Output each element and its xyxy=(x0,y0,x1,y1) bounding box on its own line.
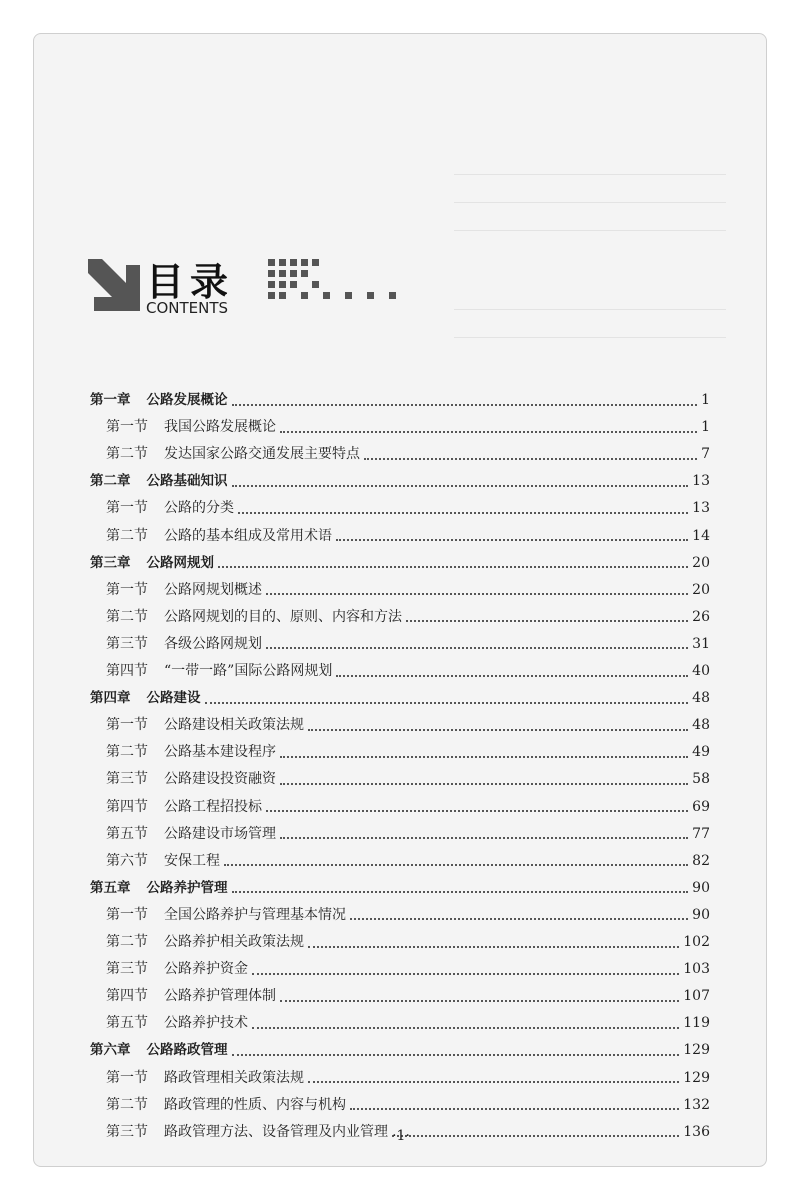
dot-leader xyxy=(308,1080,679,1083)
dot-leader xyxy=(266,809,688,812)
section-title: 路政管理的性质、内容与机构 xyxy=(164,1096,346,1113)
chapter-number: 第二章 xyxy=(90,473,131,490)
dot-leader xyxy=(224,863,688,866)
page-ref: 77 xyxy=(692,825,710,842)
toc-section-entry xyxy=(106,712,710,738)
page-ref: 129 xyxy=(683,1042,710,1059)
page-ref: 20 xyxy=(692,581,710,598)
section-number: 第二节 xyxy=(106,527,148,544)
toc-section-entry xyxy=(106,631,710,657)
section-number: 第二节 xyxy=(106,934,148,950)
section-number: 第一节 xyxy=(106,581,148,598)
page-ref: 90 xyxy=(692,879,710,896)
bleed-through-line xyxy=(454,230,726,231)
section-title: 公路的分类 xyxy=(164,500,234,517)
section-title: 安保工程 xyxy=(164,852,220,869)
page-ref: 49 xyxy=(692,744,710,761)
dot-leader xyxy=(232,1053,680,1056)
dot-leader xyxy=(238,511,688,514)
toc-section-entry xyxy=(106,956,710,982)
toc-subtitle: CONTENTS xyxy=(146,299,229,317)
toc-section-entry xyxy=(106,1010,710,1036)
toc-section-entry xyxy=(106,1065,710,1091)
section-title: 公路的基本组成及常用术语 xyxy=(164,527,332,544)
bleed-through-line xyxy=(454,174,726,175)
toc-section-entry xyxy=(106,902,710,928)
dot-leader xyxy=(280,782,688,785)
section-number: 第四节 xyxy=(106,798,148,815)
page-ref: 13 xyxy=(692,500,710,517)
section-title: 公路建设相关政策法规 xyxy=(164,717,304,734)
page-number: ·1· xyxy=(392,1128,410,1144)
section-number: 第二节 xyxy=(106,744,148,761)
dot-leader xyxy=(205,701,689,704)
page-ref: 48 xyxy=(692,690,710,707)
toc-section-entry xyxy=(106,766,710,792)
page-ref: 69 xyxy=(692,798,710,815)
page-ref: 107 xyxy=(683,988,710,1005)
section-title: 公路基本建设程序 xyxy=(164,744,276,761)
page-ref: 136 xyxy=(683,1123,710,1140)
section-number: 第五节 xyxy=(106,1015,148,1032)
section-title: 发达国家公路交通发展主要特点 xyxy=(164,446,360,463)
page-ref: 14 xyxy=(692,527,710,544)
section-title: 我国公路发展概论 xyxy=(164,419,276,436)
section-title: 路政管理相关政策法规 xyxy=(164,1069,304,1086)
page-ref: 58 xyxy=(692,771,710,788)
section-title: 公路建设市场管理 xyxy=(164,825,276,842)
page-ref: 26 xyxy=(692,608,710,625)
toc-section-entry xyxy=(106,848,710,874)
dot-leader xyxy=(252,1026,679,1029)
page-ref: 129 xyxy=(683,1069,710,1086)
toc-section-entry xyxy=(106,794,710,820)
chapter-title: 公路基础知识 xyxy=(146,473,228,490)
toc-section-entry xyxy=(106,441,710,467)
dot-leader xyxy=(252,972,679,975)
page-ref: 31 xyxy=(692,635,710,652)
chapter-number: 第四章 xyxy=(90,690,131,707)
dot-leader xyxy=(336,538,688,541)
bleed-through-line xyxy=(454,202,726,203)
page-ref: 20 xyxy=(692,554,710,571)
section-number: 第三节 xyxy=(106,771,148,788)
dot-leader xyxy=(364,457,697,460)
section-number: 第四节 xyxy=(106,663,148,679)
page-ref: 1 xyxy=(701,392,710,408)
page-ref: 1 xyxy=(701,419,710,436)
toc-chapter-entry xyxy=(90,685,710,711)
page-ref: 7 xyxy=(701,446,710,463)
chapter-number: 第一章 xyxy=(90,392,131,408)
toc-section-entry xyxy=(106,1092,710,1118)
chapter-title: 公路路政管理 xyxy=(146,1042,228,1059)
section-number: 第一节 xyxy=(106,1069,148,1086)
section-number: 第一节 xyxy=(106,906,148,923)
dot-leader xyxy=(266,646,688,649)
section-number: 第三节 xyxy=(106,961,148,978)
section-number: 第三节 xyxy=(106,635,148,652)
dot-leader xyxy=(280,755,688,758)
section-title: 公路网规划的目的、原则、内容和方法 xyxy=(164,608,402,625)
toc-chapter-entry xyxy=(90,1037,710,1063)
page-ref: 119 xyxy=(683,1015,710,1032)
section-number: 第一节 xyxy=(106,419,148,436)
section-number: 第四节 xyxy=(106,988,148,1005)
dot-leader xyxy=(350,1107,679,1110)
section-title: “一带一路”国际公路网规划 xyxy=(164,663,333,679)
section-number: 第六节 xyxy=(106,852,148,869)
page-ref: 103 xyxy=(683,961,710,978)
chapter-title: 公路养护管理 xyxy=(146,879,228,896)
dot-leader xyxy=(266,592,688,595)
toc-section-entry xyxy=(106,604,710,630)
section-title: 公路建设投资融资 xyxy=(164,771,276,788)
section-title: 全国公路养护与管理基本情况 xyxy=(164,906,346,923)
toc-section-entry xyxy=(106,658,710,684)
chapter-number: 第六章 xyxy=(90,1042,131,1059)
chapter-title: 公路网规划 xyxy=(146,554,214,571)
book-page xyxy=(33,33,767,1167)
section-title: 公路养护管理体制 xyxy=(164,988,276,1005)
chapter-title: 公路建设 xyxy=(146,690,201,707)
bleed-through-line xyxy=(454,337,726,338)
dot-leader xyxy=(350,917,688,920)
dot-leader xyxy=(232,484,689,487)
section-title: 公路养护资金 xyxy=(164,961,248,978)
section-number: 第三节 xyxy=(106,1123,148,1140)
page-ref: 48 xyxy=(692,717,710,734)
page-ref: 40 xyxy=(692,663,710,679)
toc-chapter-entry xyxy=(90,468,710,494)
dot-leader xyxy=(218,565,688,568)
page-ref: 132 xyxy=(683,1096,710,1113)
dot-leader xyxy=(336,674,688,677)
chapter-title: 公路发展概论 xyxy=(146,392,228,408)
page-ref: 102 xyxy=(683,934,710,950)
toc-chapter-entry xyxy=(90,875,710,901)
page-ref: 13 xyxy=(692,473,710,490)
arrow-icon xyxy=(88,259,140,311)
bleed-through-line xyxy=(454,309,726,310)
section-title: 公路养护技术 xyxy=(164,1015,248,1032)
section-title: 公路工程招投标 xyxy=(164,798,262,815)
section-title: 公路养护相关政策法规 xyxy=(164,934,304,950)
chapter-number: 第五章 xyxy=(90,879,131,896)
section-number: 第一节 xyxy=(106,717,148,734)
toc-section-entry xyxy=(106,821,710,847)
section-title: 公路网规划概述 xyxy=(164,581,262,598)
section-number: 第五节 xyxy=(106,825,148,842)
toc-chapter-entry xyxy=(90,387,710,413)
section-title: 路政管理方法、设备管理及内业管理 xyxy=(164,1123,388,1140)
toc-chapter-entry xyxy=(90,550,710,576)
toc-section-entry xyxy=(106,523,710,549)
section-number: 第二节 xyxy=(106,608,148,625)
dot-leader xyxy=(232,403,698,406)
dot-leader xyxy=(280,999,679,1002)
chapter-number: 第三章 xyxy=(90,554,131,571)
toc-section-entry xyxy=(106,983,710,1009)
toc-section-entry xyxy=(106,495,710,521)
toc-title: 目录 xyxy=(146,260,235,304)
toc-section-entry xyxy=(106,929,710,955)
toc-section-entry xyxy=(106,414,710,440)
toc-heading xyxy=(88,249,488,329)
dot-leader xyxy=(406,619,688,622)
page-ref: 90 xyxy=(692,906,710,923)
section-title: 各级公路网规划 xyxy=(164,635,262,652)
dot-leader xyxy=(308,728,688,731)
toc-section-entry xyxy=(106,739,710,765)
toc-section-entry xyxy=(106,577,710,603)
dot-leader xyxy=(232,890,689,893)
dot-leader xyxy=(280,430,697,433)
page-ref: 82 xyxy=(692,852,710,869)
dot-leader xyxy=(280,836,688,839)
dot-leader xyxy=(308,945,679,948)
section-number: 第一节 xyxy=(106,500,148,517)
section-number: 第二节 xyxy=(106,1096,148,1113)
section-number: 第二节 xyxy=(106,446,148,463)
